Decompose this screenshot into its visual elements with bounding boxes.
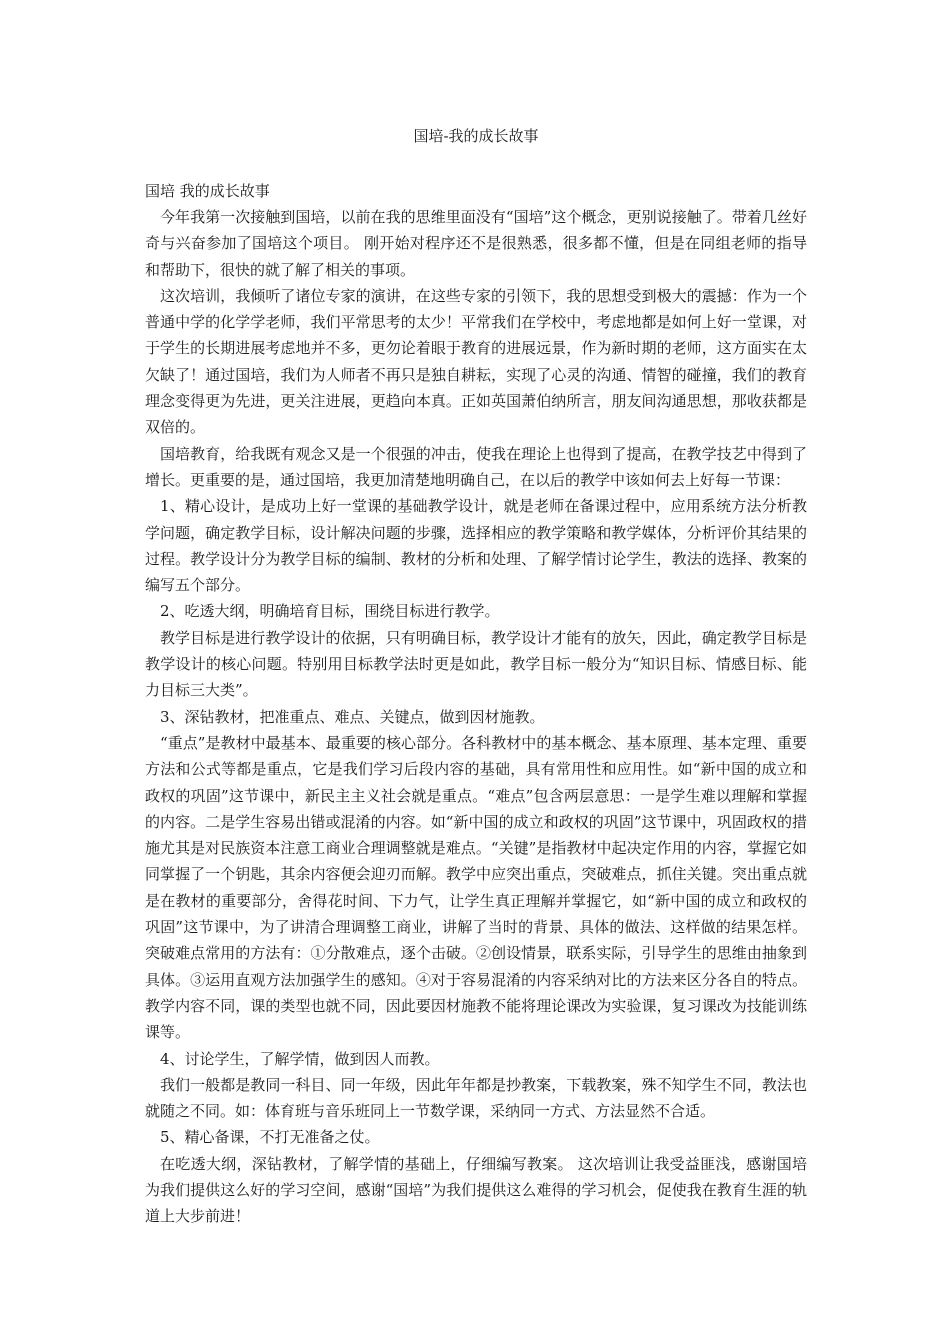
- paragraph-5: 2、吃透大纲，明确培育目标，围绕目标进行教学。: [160, 602, 500, 621]
- paragraph-11: 5、精心备课，不打无准备之仗。: [160, 1128, 380, 1147]
- document-page: [145, 124, 807, 1230]
- paragraph-8: “重点”是教材中最基本、最重要的核心部分。各科教材中的基本概念、基本原理、基本定理、重要方法和公式等都是重点，它是我们学习后段内容的基础，具有常用性和应用性。如“新中国的成立和政权的巩固”这节课中，新民主主义社会就是重点。“难点”包含两层意思：一是学生难以理解和掌握的内容。二是学生容易出错或混淆的内容。如“新中国的成立和政权的巩固”这节课中，巩固政权的措施尤其是对民族资本注意工商业合理调整就是难点。“关键”是指教材中起决定作用的内容，掌握它如同掌握了一个钥匙，其余内容便会迎刃而解。教学中应突出重点，突破难点，抓住关键。突出重点就是在教材的重要部分，舍得花时间、下力气，让学生真正理解并掌握它，如“新中国的成立和政权的巩固”这节课中，为了讲清合理调整工商业，讲解了当时的背景、具体的做法、这样做的结果怎样。突破难点常用的方法有：①分散难点，逐个击破。②创设情景，联系实际，引导学生的思维由抽象到具体。③运用直观方法加强学生的感知。④对于容易混淆的内容采纳对比的方法来区分各自的特点。教学内容不同，课的类型也就不同，因此要因材施教不能将理论课改为实验课，复习课改为技能训练课等。: [145, 733, 807, 1042]
- paragraph-12: 在吃透大纲，深钻教材，了解学情的基础上，仔细编写教案。 这次培训让我受益匪浅，感谢国培为我们提供这么好的学习空间，感谢“国培”为我们提供这么难得的学习机会，促使我在教育生涯的轨道上大步前进！: [145, 1154, 807, 1226]
- paragraph-6: 教学目标是进行教学设计的依据，只有明确目标，教学设计才能有的放矢，因此，确定教学目标是教学设计的核心问题。特别用目标教学法时更是如此，教学目标一般分为“知识目标、情感目标、能力目标三大类”。: [145, 628, 807, 700]
- paragraph-10: 我们一般都是教同一科目、同一年级，因此年年都是抄教案，下载教案，殊不知学生不同，教法也就随之不同。如：体育班与音乐班同上一节数学课，采纳同一方式、方法显然不合适。: [145, 1075, 807, 1121]
- paragraph-2: 这次培训，我倾听了诸位专家的演讲，在这些专家的引领下，我的思想受到极大的震撼：作为一个普通中学的化学学老师，我们平常思考的太少！平常我们在学校中，考虑地都是如何上好一堂课，对于学生的长期进展考虑地并不多，更勿论着眼于教育的进展远景，作为新时期的老师，这方面实在太欠缺了！通过国培，我们为人师者不再只是独自耕耘，实现了心灵的沟通、情智的碰撞，我们的教育理念变得更为先进，更关注进展，更趋向本真。正如英国萧伯纳所言，朋友间沟通思想，那收获都是双倍的。: [145, 286, 807, 437]
- document-title: 国培-我的成长故事: [413, 127, 539, 145]
- paragraph-3: 国培教育，给我既有观念又是一个很强的冲击，使我在理论上也得到了提高，在教学技艺中得到了增长。更重要的是，通过国培，我更加清楚地明确自己，在以后的教学中该如何去上好每一节课：: [145, 444, 807, 489]
- paragraph-1: 今年我第一次接触到国培，以前在我的思维里面没有“国培”这个概念，更别说接触了。带着几丝好奇与兴奋参加了国培这个项目。 刚开始对程序还不是很熟悉，很多都不懂，但是在同组老师的指导和帮助下，很快的就了解了相关的事项。: [145, 208, 807, 279]
- paragraph-7: 3、深钻教材，把准重点、难点、关键点，做到因材施教。: [160, 707, 545, 726]
- paragraph-9: 4、讨论学生，了解学情，做到因人而教。: [160, 1049, 440, 1068]
- paragraph-4: 1、精心设计，是成功上好一堂课的基础教学设计，就是老师在备课过程中，应用系统方法分析教学问题，确定教学目标，设计解决问题的步骤，选择相应的教学策略和教学媒体，分析评价其结果的过程。教学设计分为教学目标的编制、教材的分析和处理、了解学情讨论学生，教法的选择、教案的编写五个部分。: [145, 497, 807, 595]
- document-subtitle: 国培 我的成长故事: [145, 182, 270, 200]
